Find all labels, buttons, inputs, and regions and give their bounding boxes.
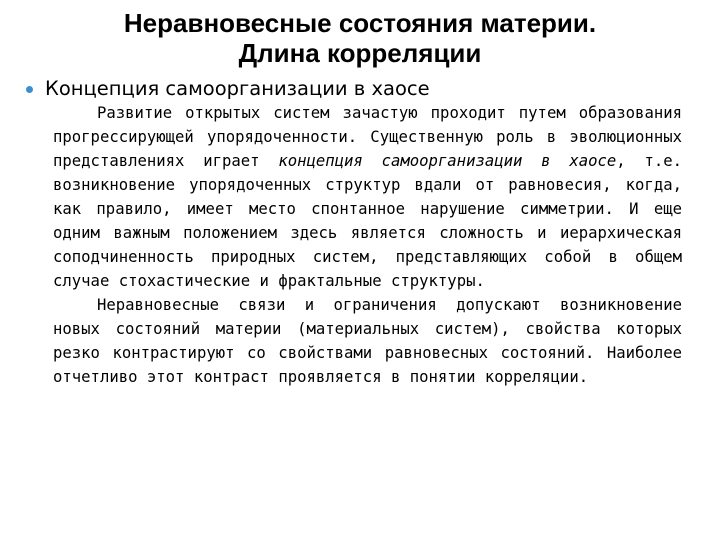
paragraph-1-end: , т.е. возникновение упорядоченных структур вдали от равновесия, когда, как правило, имеет место спонтанное нарушение симметрии. И еще одним важным положением здесь является сложность и иерархическая соподчиненность природных систем, представляющих собой в общем случае стохастические и фрактальные структуры. bbox=[53, 152, 682, 290]
paragraph-1-start: Развитие открытых систем зачастую проходит путем образования прогрессирующей упорядоченности. Существенную роль в эволюционных представлениях играет bbox=[53, 104, 682, 170]
slide-title bbox=[100, 8, 620, 68]
bullet-item bbox=[26, 74, 430, 102]
body-text bbox=[53, 101, 682, 389]
paragraph-2: Неравновесные связи и ограничения допускают возникновение новых состояний материи (материальных систем), свойства которых резко контрастируют со свойствами равновесных состояний. Наиболее отчетливо этот контраст проявляется в понятии корреляции. bbox=[53, 296, 682, 386]
paragraph-1 bbox=[53, 101, 682, 293]
bullet-text: Концепция самоорганизации в хаосе bbox=[45, 76, 430, 100]
paragraph-1-emphasis: концепция самоорганизации в хаосе bbox=[278, 152, 617, 170]
bullet-dot-icon bbox=[26, 86, 33, 93]
title-line-1: Неравновесные состояния материи. bbox=[123, 8, 597, 38]
title-line-2: Длина корреляции bbox=[238, 38, 482, 68]
